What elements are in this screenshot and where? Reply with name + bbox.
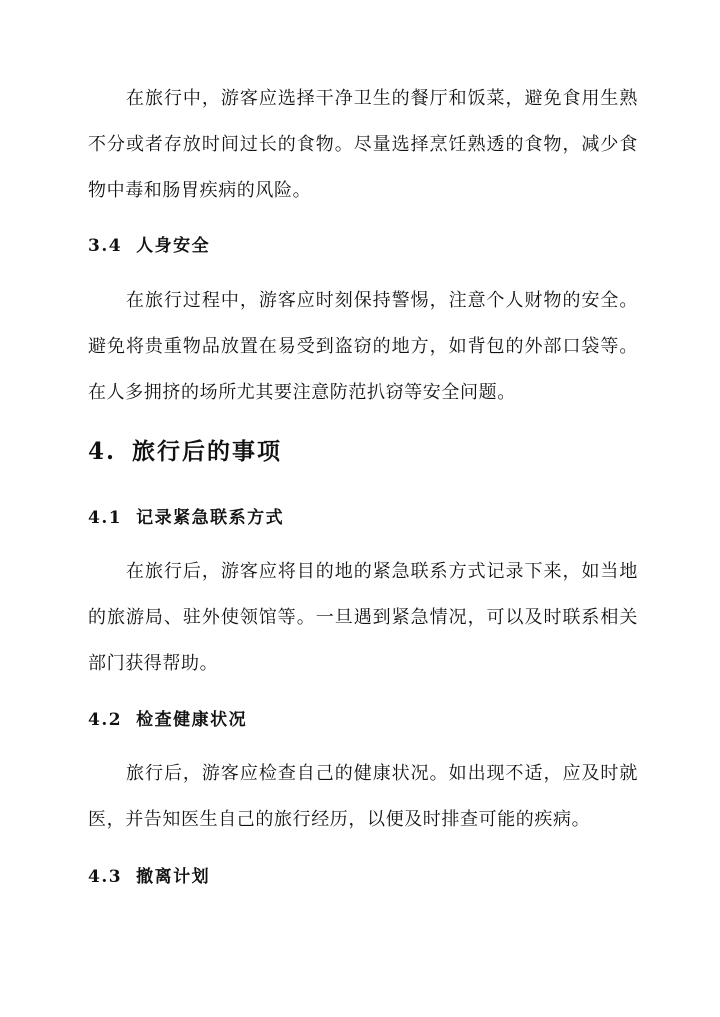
section-heading-4-1: [88, 503, 284, 528]
section-title: 检查健康状况: [136, 710, 248, 730]
section-heading-4-2: [88, 705, 247, 730]
section-title: 撤离计划: [136, 867, 211, 887]
chapter-title: 旅行后的事项: [132, 438, 283, 465]
paragraph-food-safety: 在旅行中，游客应选择干净卫生的餐厅和饭菜，避免食用生熟不分或者存放时间过长的食物。尽量选择烹饪熟透的食物，减少食物中毒和肠胃疾病的风险。: [88, 88, 638, 201]
section-heading-4-3: [88, 862, 210, 887]
section-title: 人身安全: [136, 236, 211, 256]
section-number: 4.2: [88, 710, 123, 730]
paragraph-health-check: 旅行后，游客应检查自己的健康状况。如出现不适，应及时就医，并告知医生自己的旅行经历，以便及时排查可能的疾病。: [88, 763, 638, 830]
section-number: 3.4: [88, 236, 123, 256]
paragraph-emergency-contacts: 在旅行后，游客应将目的地的紧急联系方式记录下来，如当地的旅游局、驻外使领馆等。一旦遇到紧急情况，可以及时联系相关部门获得帮助。: [88, 561, 638, 674]
chapter-number: 4.: [88, 438, 117, 465]
section-number: 4.1: [88, 508, 123, 528]
paragraph-personal-safety: 在旅行过程中，游客应时刻保持警惕，注意个人财物的安全。避免将贵重物品放置在易受到盗窃的地方，如背包的外部口袋等。在人多拥挤的场所尤其要注意防范扒窃等安全问题。: [88, 290, 638, 403]
section-title: 记录紧急联系方式: [136, 508, 285, 528]
chapter-heading-4: [88, 433, 282, 466]
section-heading-3-4: [88, 231, 210, 256]
section-number: 4.3: [88, 867, 123, 887]
